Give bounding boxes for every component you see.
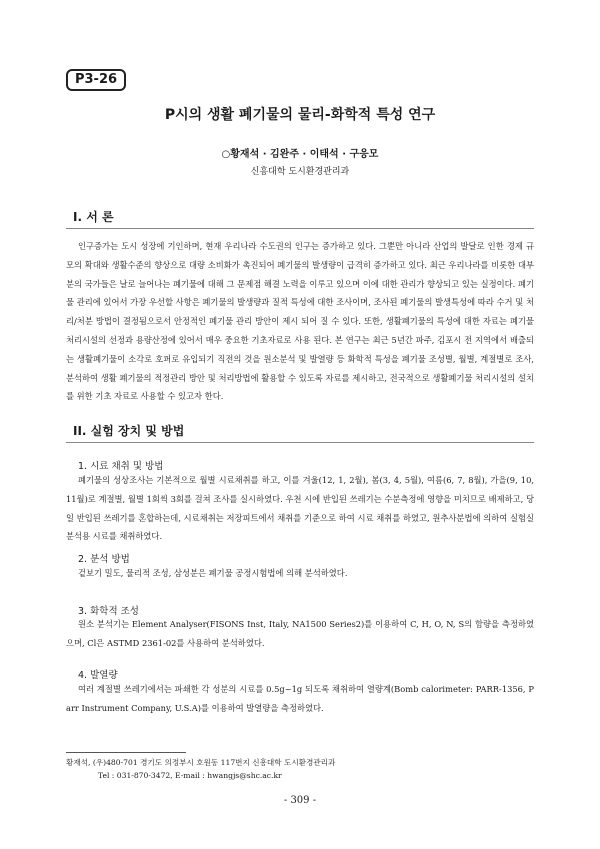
footnote-divider [66, 752, 186, 753]
page-number: - 309 - [283, 795, 317, 806]
footnote-contact: Tel : 031-870-3472, E-mail : hwangjs@shc.ac.kr [98, 771, 282, 780]
footnote-address: 황재석, (우)480-701 경기도 의정부시 호원동 117번지 신흥대학 도시환경관리과 [66, 758, 336, 767]
affiliation: 신흥대학 도시환경관리과 [250, 167, 350, 177]
subsection-title-analysis: 2. 분석 방법 [78, 554, 130, 565]
chemical-paragraph: 원소 분석기는 Element Analyser(FISONS Inst, Italy, NA1500 Series2)를 이용하여 C, H, O, N, S의 함량을 측정하였으며, Cl은 ASTMD 2361-02를 사용하여 분석하였다. [66, 619, 534, 648]
calorific-paragraph: 여러 계절별 쓰레기에서는 파쇄한 각 성분의 시료를 0.5g~1g 되도록 채취하여 열량계(Bomb calorimeter: PARR-1356, Parr Instrument Company, U.S.A)를 이용하여 발열량을 측정하였다. [66, 684, 534, 713]
intro-paragraph: 인구증가는 도시 성장에 기인하며, 현재 우리나라 수도권의 인구는 증가하고 있다. 그뿐만 아니라 산업의 발달로 인한 경제 규모의 확대와 생활수준의 향상으로 대량 소비화가 촉진되어 폐기물의 발생량이 급격히 증가하고 있다. 최근 우리나라를 비롯한 대부분의 국가들은 날로 늘어나는 폐기물에 대해 그 문제점 해결 노력을 이루고 있으며 이에 대한 관리가 향상되고 있는 실정이다. 폐기물 관리에 있어서 가장 우선할 사항은 폐기물의 발생량과 질적 특성에 대한 조사이며, 조사된 폐기물의 발생특성에 따라 수거 및 처리/처분 방법이 결정됨으로서 안정적인 폐기물 관리 방안이 제시 되어 질 수 있다. 또한, 생활폐기물의 특성에 대한 자료는 폐기물 처리시설의 선정과 용량산정에 있어서 매우 중요한 기초자료로 사용 된다. 본 연구는 최근 5년간 파주, 김포시 전 지역에서 배출되는 생활폐기물이 소각로 호퍼로 유입되기 직전의 것을 원소분석 및 발열량 등 화학적 특성을 폐기물 조성별, 월별, 계절별로 조사, 분석하여 생활 폐기물의 적정관리 방안 및 처리방법에 활용할 수 있도록 자료를 제시하고, 전국적으로 생활폐기물 처리시설의 설치를 위한 기초 자료로 사용할 수 있고자 한다. [66, 241, 534, 402]
intro-heading: I. 서 론 [73, 210, 114, 224]
subsection-title-chemical: 3. 화학적 조성 [78, 606, 139, 617]
paper-title: P시의 생활 폐기물의 물리-화학적 특성 연구 [164, 107, 436, 123]
analysis-paragraph: 겉보기 밀도, 물리적 조성, 삼성분은 폐기물 공정시험법에 의해 분석하였다. [78, 568, 348, 578]
section-divider [66, 228, 534, 229]
section-divider [66, 442, 534, 443]
subsection-title-sampling: 1. 시료 채취 및 방법 [78, 461, 164, 472]
sampling-paragraph: 폐기물의 성상조사는 기본적으로 월별 시료채취를 하고, 이를 겨울(12, 1, 2월), 봄(3, 4, 5월), 여름(6, 7, 8월), 가을(9, 10, 11월)로 계절별, 월별 1회씩 3회를 걸쳐 조사를 실시하였다. 우천 시에 반입된 쓰레기는 수분측정에 영향을 미치므로 배제하고, 당일 반입된 쓰레기를 혼합하는데, 시료채취는 저장피트에서 채취를 기준으로 하여 시료 채취를 하였고, 원추사분법에 의하여 실험실 분석용 시료를 채취하였다. [66, 475, 534, 542]
subsection-title-calorific: 4. 발열량 [78, 670, 118, 681]
paper-code-badge: P3-26 [66, 69, 126, 91]
author-list: ○황재석 · 김완주 · 이태석 · 구응모 [221, 149, 379, 160]
methods-heading: II. 실험 장치 및 방법 [73, 424, 185, 438]
